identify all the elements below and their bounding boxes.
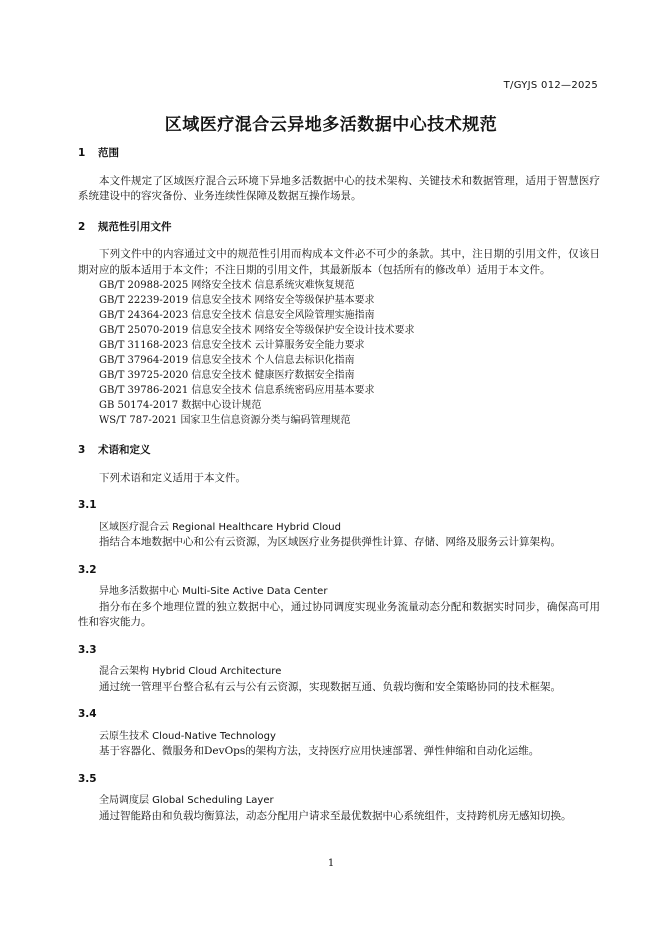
- reference-item: GB/T 37964-2019 信息安全技术 个人信息去标识化指南: [99, 355, 355, 366]
- term-definition: 通过智能路由和负载均衡算法，动态分配用户请求至最优数据中心系统组件，支持跨机房无感知切换。: [99, 809, 572, 822]
- section-title: 规范性引用文件: [98, 220, 172, 233]
- scope-paragraph: 本文件规定了区域医疗混合云环境下异地多活数据中心的技术架构、关键技术和数据管理，适用于智慧医疗系统建设中的容灾备份、业务连续性保障及数据互操作场景。: [78, 174, 600, 202]
- reference-item: GB 50174-2017 数据中心设计规范: [99, 400, 262, 411]
- section-title: 范围: [98, 147, 119, 159]
- document-code: T/GYJS 012—2025: [503, 80, 598, 91]
- term-name: 异地多活数据中心 Multi-Site Active Data Center: [99, 586, 328, 597]
- reference-item: GB/T 24364-2023 信息安全技术 信息安全风险管理实施指南: [99, 310, 375, 321]
- term-definition: 指结合本地数据中心和公有云资源，为区域医疗业务提供弹性计算、存储、网络及服务云计算架构。: [99, 536, 561, 548]
- term-number: 3.3: [78, 643, 97, 656]
- term-number: 3.1: [78, 499, 97, 511]
- section-heading-scope: [78, 146, 600, 162]
- reference-item: WS/T 787-2021 国家卫生信息资源分类与编码管理规范: [99, 415, 351, 426]
- term-number: 3.2: [78, 563, 97, 576]
- reference-item: GB/T 22239-2019 信息安全技术 网络安全等级保护基本要求: [99, 295, 375, 306]
- section-heading-normative-refs: [78, 220, 600, 236]
- terms-intro: 下列术语和定义适用于本文件。: [99, 471, 246, 484]
- term-definition: 指分布在多个地理位置的独立数据中心，通过协同调度实现业务流量动态分配和数据实时同步，确保高可用性和容灾能力。: [78, 600, 600, 628]
- term-definition: 通过统一管理平台整合私有云与公有云资源，实现数据互通、负载均衡和安全策略协同的技术框架。: [99, 680, 561, 693]
- term-definition: 基于容器化、微服务和DevOps的架构方法，支持医疗应用快速部署、弹性伸缩和自动化运维。: [99, 745, 540, 757]
- section-number: 3: [78, 444, 86, 456]
- term-number: 3.5: [78, 772, 97, 785]
- section-number: 2: [78, 220, 86, 233]
- term-name: 云原生技术 Cloud-Native Technology: [99, 730, 276, 742]
- term-number: 3.4: [78, 708, 97, 720]
- reference-item: GB/T 39725-2020 信息安全技术 健康医疗数据安全指南: [99, 370, 355, 381]
- normative-refs-intro: 下列文件中的内容通过文中的规范性引用而构成本文件必不可少的条款。其中，注日期的引用文件，仅该日期对应的版本适用于本文件；不注日期的引用文件，其最新版本（包括所有的修改单）适用于本文件。: [78, 248, 600, 276]
- reference-item: GB/T 20988-2025 网络安全技术 信息系统灾难恢复规范: [99, 280, 355, 291]
- page-number: 1: [327, 858, 335, 869]
- section-heading-terms: [78, 443, 600, 459]
- reference-item: GB/T 39786-2021 信息安全技术 信息系统密码应用基本要求: [99, 385, 375, 396]
- document-title: 区域医疗混合云异地多活数据中心技术规范: [164, 115, 498, 135]
- reference-item: GB/T 31168-2023 信息安全技术 云计算服务安全能力要求: [99, 340, 365, 351]
- section-title: 术语和定义: [98, 444, 151, 456]
- term-name: 区域医疗混合云 Regional Healthcare Hybrid Cloud: [99, 521, 341, 533]
- term-name: 全局调度层 Global Scheduling Layer: [99, 795, 274, 806]
- section-number: 1: [78, 147, 86, 159]
- term-name: 混合云架构 Hybrid Cloud Architecture: [99, 666, 282, 677]
- document-body: [78, 146, 600, 824]
- reference-item: GB/T 25070-2019 信息安全技术 网络安全等级保护安全设计技术要求: [99, 325, 415, 336]
